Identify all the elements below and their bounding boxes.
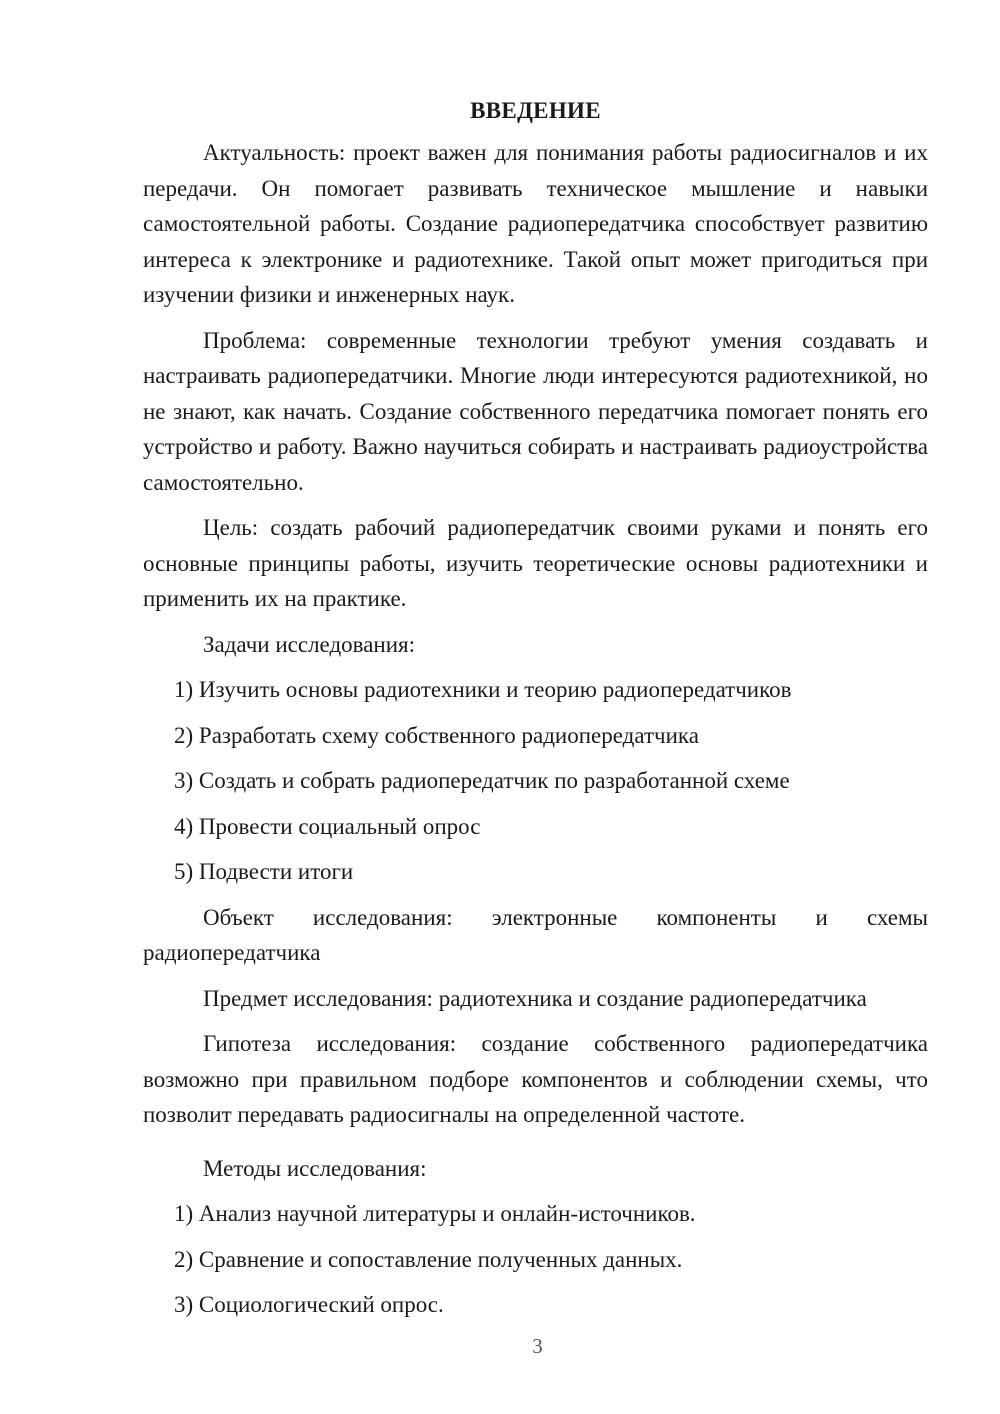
methods-list xyxy=(143,1196,928,1323)
section-heading: ВВЕДЕНИЕ xyxy=(470,98,601,123)
problem-paragraph: Проблема: современные технологии требуют умения создавать и настраивать радиопередатчики. Многие люди интересуются радиотехникой, но не знают, как начать. Создание собственного передатчика помогает понять его устройство и работу. Важно научиться собирать и настраивать радиоустройства самостоятельно. xyxy=(143,327,928,495)
task-item: 5) Подвести итоги xyxy=(174,859,354,884)
object-paragraph: Объект исследования: электронные компоненты и схемы радиопередатчика xyxy=(143,904,928,965)
methods-label: Методы исследования: xyxy=(203,1155,427,1181)
task-item: 3) Создать и собрать радиопередатчик по разработанной схеме xyxy=(174,768,790,793)
task-item: 2) Разработать схему собственного радиопередатчика xyxy=(174,722,699,748)
hypothesis-paragraph: Гипотеза исследования: создание собственного радиопередатчика возможно при правильном подборе компонентов и соблюдении схемы, что позволит передавать радиосигналы на определенной частоте. xyxy=(143,1031,928,1127)
method-item: 3) Социологический опрос. xyxy=(174,1292,444,1317)
method-item: 1) Анализ научной литературы и онлайн-источников. xyxy=(174,1201,696,1226)
page-number: 3 xyxy=(532,1334,543,1358)
tasks-list xyxy=(143,672,928,890)
document-page xyxy=(143,95,928,1333)
goal-paragraph: Цель: создать рабочий радиопередатчик своими руками и понять его основные принципы работы, изучить теоретические основы радиотехники и применить их на практике. xyxy=(143,515,928,611)
relevance-paragraph: Актуальность: проект важен для понимания работы радиосигналов и их передачи. Он помогает развивать техническое мышление и навыки самостоятельной работы. Создание радиопередатчика способствует развитию интереса к электронике и радиотехнике. Такой опыт может пригодиться при изучении физики и инженерных наук. xyxy=(143,140,928,307)
subject-paragraph: Предмет исследования: радиотехника и создание радиопередатчика xyxy=(203,985,867,1011)
task-item: 1) Изучить основы радиотехники и теорию радиопередатчиков xyxy=(174,677,792,702)
tasks-label: Задачи исследования: xyxy=(203,631,416,657)
task-item: 4) Провести социальный опрос xyxy=(174,813,481,839)
method-item: 2) Сравнение и сопоставление полученных данных. xyxy=(174,1246,683,1272)
